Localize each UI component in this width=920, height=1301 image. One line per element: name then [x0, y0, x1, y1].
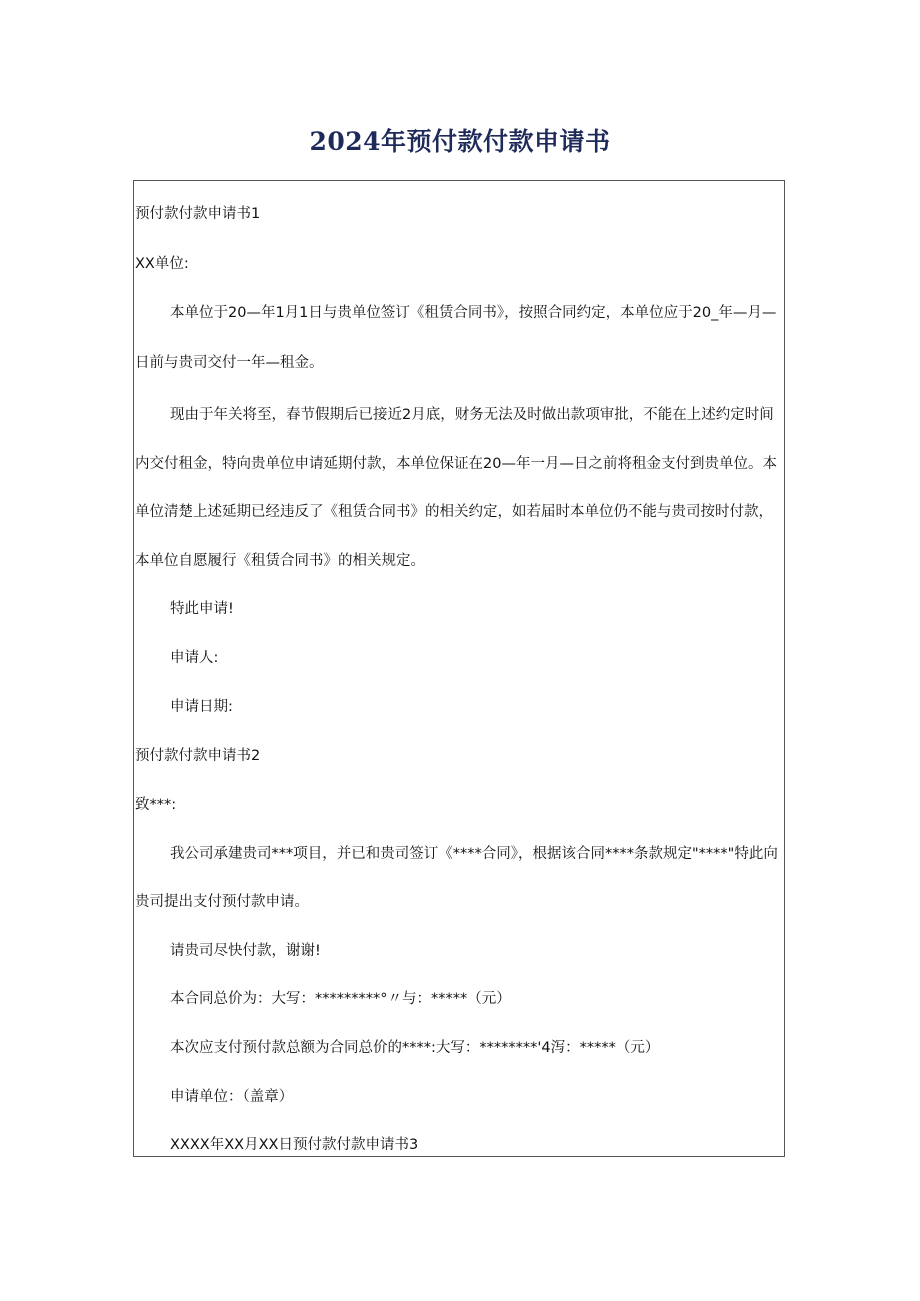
date-and-section-heading-3: XXXX年XX月XX日预付款付款申请书3 — [170, 1137, 419, 1153]
applicant-unit-label: 申请单位：（盖章） — [170, 1089, 294, 1105]
document-title: 2024年预付款付款申请书 — [309, 127, 611, 156]
paragraph-line: 本单位自愿履行《租赁合同书》的相关规定。 — [135, 553, 425, 569]
paragraph-line: 日前与贵司交付一年—租金。 — [135, 355, 324, 371]
prepayment-amount-line: 本次应支付预付款总额为合同总价的****:大写：********'4泻：*****（元） — [170, 1040, 660, 1056]
paragraph-line: 请贵司尽快付款，谢谢! — [170, 943, 321, 959]
content-frame — [133, 180, 785, 1157]
paragraph-line: 贵司提出支付预付款申请。 — [135, 894, 309, 910]
contract-total-line: 本合同总价为：大写：*********°〃与：*****（元） — [170, 991, 511, 1007]
paragraph-line: 本单位于20—年1月1日与贵单位签订《租赁合同书》，按照合同约定，本单位应于20_年—月— — [170, 305, 777, 321]
paragraph-line: 内交付租金，特向贵单位申请延期付款，本单位保证在20—年一月—日之前将租金支付到贵单位。本 — [135, 456, 777, 472]
salutation: XX单位: — [135, 256, 189, 272]
paragraph-line: 单位清楚上述延期已经违反了《租赁合同书》的相关约定，如若届时本单位仍不能与贵司按时付款， — [135, 504, 773, 520]
applicant-label: 申请人: — [170, 650, 219, 666]
section-heading-2: 预付款付款申请书2 — [135, 748, 261, 764]
paragraph-line: 现由于年关将至，春节假期后已接近2月底，财务无法及时做出款项审批，不能在上述约定时间 — [170, 407, 774, 423]
section-heading-1: 预付款付款申请书1 — [135, 206, 261, 222]
application-date-label: 申请日期: — [170, 699, 233, 715]
paragraph-line: 我公司承建贵司***项目，并已和贵司签订《****合同》，根据该合同****条款规定"****"特此向 — [170, 846, 778, 862]
closing-request: 特此申请! — [170, 601, 234, 617]
salutation: 致***: — [135, 797, 177, 813]
